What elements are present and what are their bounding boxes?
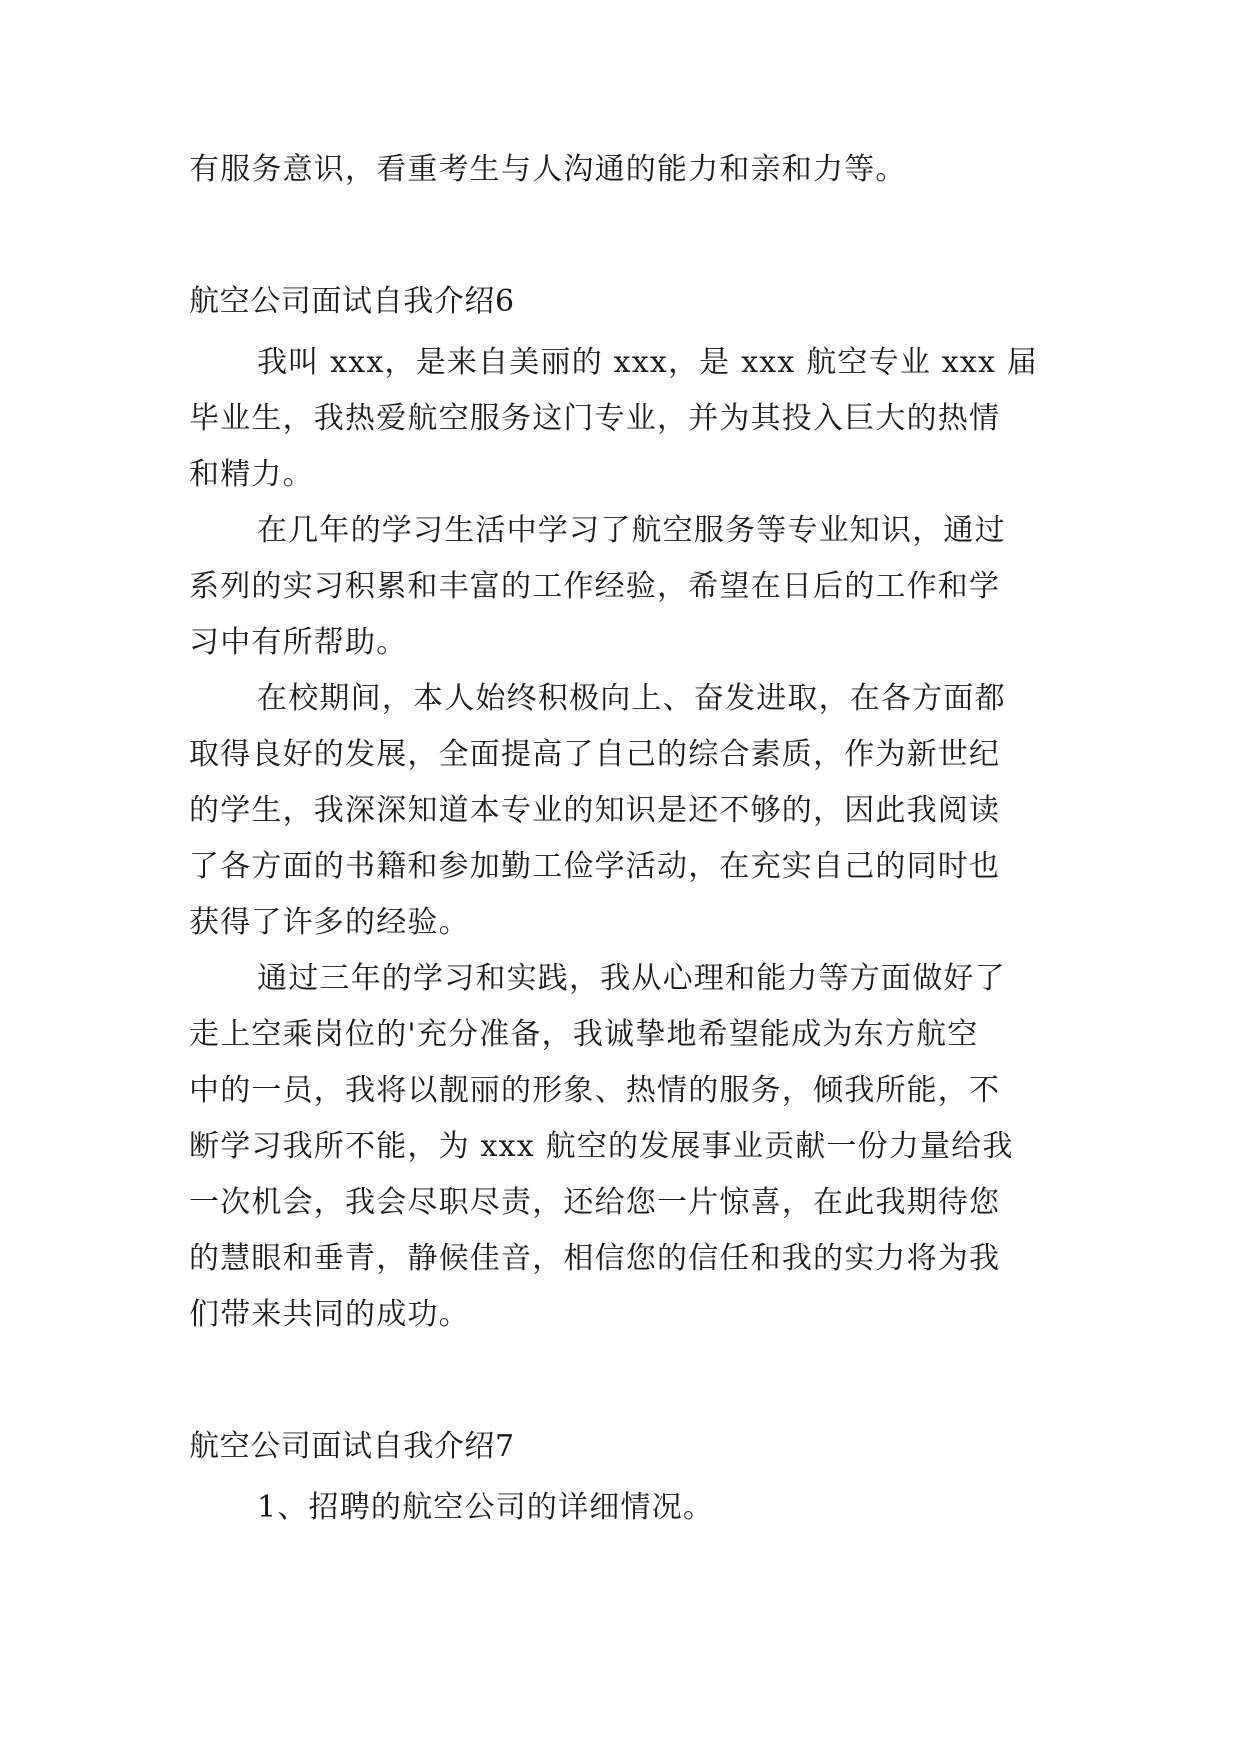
paragraph-line: 在几年的学习生活中学习了航空服务等专业知识，通过 bbox=[257, 513, 1006, 548]
paragraph-line: 通过三年的学习和实践，我从心理和能力等方面做好了 bbox=[257, 961, 1006, 996]
paragraph-line: 中的一员，我将以靓丽的形象、热情的服务，倾我所能，不 bbox=[189, 1073, 1001, 1108]
paragraph-line: 系列的实习积累和丰富的工作经验，希望在日后的工作和学 bbox=[189, 569, 1001, 604]
paragraph-line: 获得了许多的经验。 bbox=[189, 905, 470, 940]
paragraph-line: 和精力。 bbox=[189, 457, 314, 492]
paragraph-line: 的慧眼和垂青，静候佳音，相信您的信任和我的实力将为我 bbox=[189, 1241, 1001, 1276]
paragraph-line: 有服务意识，看重考生与人沟通的能力和亲和力等。 bbox=[189, 152, 907, 187]
paragraph-line: 我叫 xxx，是来自美丽的 xxx，是 xxx 航空专业 xxx 届 bbox=[257, 345, 1039, 380]
paragraph-line: 了各方面的书籍和参加勤工俭学活动，在充实自己的同时也 bbox=[189, 849, 1001, 884]
paragraph-line: 毕业生，我热爱航空服务这门专业，并为其投入巨大的热情 bbox=[189, 401, 1001, 436]
paragraph-line: 在校期间，本人始终积极向上、奋发进取，在各方面都 bbox=[257, 681, 1006, 716]
paragraph-line: 一次机会，我会尽职尽责，还给您一片惊喜，在此我期待您 bbox=[189, 1185, 1001, 1220]
paragraph-line: 们带来共同的成功。 bbox=[189, 1297, 470, 1332]
paragraph-line: 走上空乘岗位的'充分准备，我诚挚地希望能成为东方航空 bbox=[189, 1017, 979, 1052]
paragraph-line: 取得良好的发展，全面提高了自己的综合素质，作为新世纪 bbox=[189, 737, 1001, 772]
paragraph-line: 断学习我所不能，为 xxx 航空的发展事业贡献一份力量给我 bbox=[189, 1129, 1014, 1164]
section-heading: 航空公司面试自我介绍6 bbox=[189, 284, 515, 319]
section-heading: 航空公司面试自我介绍7 bbox=[189, 1429, 515, 1464]
list-item: 1、招聘的航空公司的详细情况。 bbox=[257, 1490, 715, 1525]
paragraph-line: 的学生，我深深知道本专业的知识是还不够的，因此我阅读 bbox=[189, 793, 1001, 828]
paragraph-line: 习中有所帮助。 bbox=[189, 625, 408, 660]
